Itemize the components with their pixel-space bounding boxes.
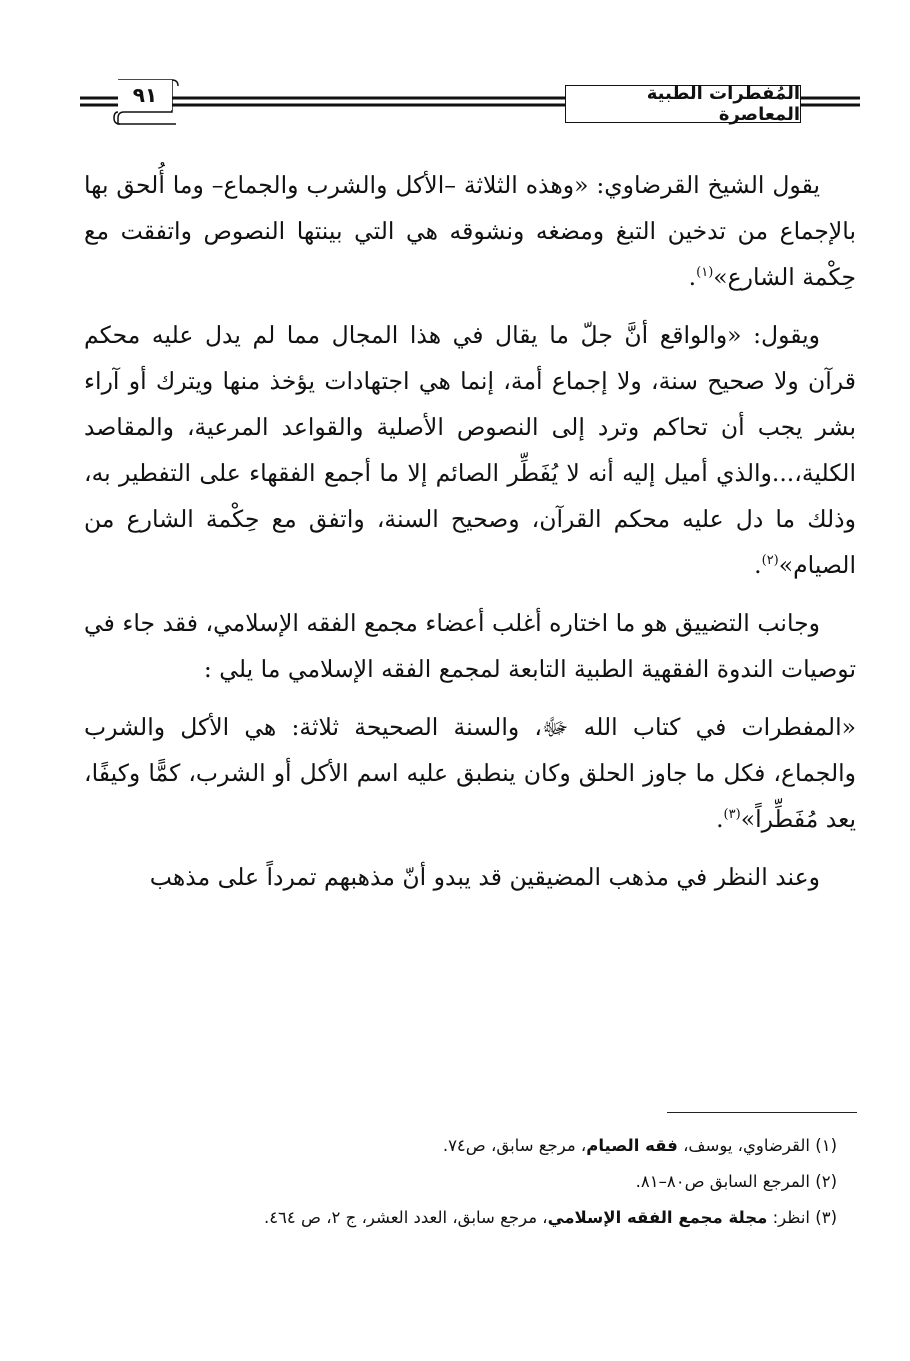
- footnote-marker: (٣): [723, 807, 741, 823]
- paragraph: [84, 162, 856, 300]
- paragraph-end: .: [716, 805, 724, 833]
- paragraph: [84, 312, 856, 588]
- footnote-marker: (١): [696, 265, 714, 281]
- paragraph: [84, 854, 856, 900]
- footnote-number: (٢): [815, 1172, 837, 1191]
- quoted-paragraph: [84, 704, 856, 842]
- footnote: [200, 1200, 837, 1236]
- footnote-number: (١): [815, 1136, 837, 1155]
- paragraph-end: .: [754, 551, 762, 579]
- page-header: [80, 72, 860, 132]
- paragraph: [84, 600, 856, 692]
- footnote-text: القرضاوي، يوسف،: [677, 1136, 810, 1155]
- paragraph-text: ويقول: «والواقع أنَّ جلّ ما يقال في هذا المجال مما لم يدل عليه محكم قرآن ولا صحيح سنة، ولا إجماع أمة، إنما هي اجتهادات يؤخذ منها ويترك أو آراء بشر يجب أن تحاكم وترد إلى النصوص الأصلية والقواعد المرعية، والمقاصد الكلية،...والذي أميل إليه أنه لا يُفَطِّر الصائم إلا ما أجمع الفقهاء على التفطير به، وذلك ما دل عليه محكم القرآن، وصحيح السنة، واتفق مع حِكْمة الشارع من الصيام»: [84, 321, 856, 579]
- footnote-number: (٣): [815, 1208, 837, 1227]
- footnote-text-rest: ، مرجع سابق، العدد العشر، ج ٢، ص ٤٦٤.: [263, 1208, 548, 1227]
- page-number: ٩١: [118, 80, 172, 110]
- footnote-marker: (٢): [761, 553, 779, 569]
- footnote-text-rest: ، مرجع سابق، ص٧٤.: [442, 1136, 587, 1155]
- footnote-title: فقه الصيام: [586, 1136, 678, 1155]
- running-title: المُفطرات الطبية المعاصرة: [566, 86, 800, 122]
- paragraph-end: .: [688, 263, 697, 291]
- footnote-divider: [667, 1112, 857, 1113]
- footnotes: [200, 1128, 837, 1236]
- main-text: [84, 162, 856, 912]
- footnote-text: المرجع السابق ص٨٠–٨١.: [635, 1172, 810, 1191]
- paragraph-text: «المفطرات في كتاب الله ﷻ، والسنة الصحيحة ثلاثة: هي الأكل والشرب والجماع، فكل ما جاوز الحلق وكان ينطبق عليه اسم الأكل أو الشرب، كمًّا وكيفًا، يعد مُفَطِّراً»: [84, 713, 856, 833]
- footnote-title: مجلة مجمع الفقه الإسلامي: [547, 1208, 768, 1227]
- paragraph-text: وجانب التضييق هو ما اختاره أغلب أعضاء مجمع الفقه الإسلامي، فقد جاء في توصيات الندوة الفقهية الطبية التابعة لمجمع الفقه الإسلامي ما يلي :: [84, 609, 856, 683]
- paragraph-text: يقول الشيخ القرضاوي: «وهذه الثلاثة –الأكل والشرب والجماع– وما أُلحق بها بالإجماع من تدخين التبغ ومضغه ونشوقه هي التي بينتها النصوص واتفقت مع حِكْمة الشارع»: [84, 171, 856, 291]
- footnote: [200, 1164, 837, 1200]
- footnote: [200, 1128, 837, 1164]
- footnote-text: انظر:: [767, 1208, 810, 1227]
- paragraph-text: وعند النظر في مذهب المضيقين قد يبدو أنّ مذهبهم تمرداً على مذهب: [149, 863, 820, 891]
